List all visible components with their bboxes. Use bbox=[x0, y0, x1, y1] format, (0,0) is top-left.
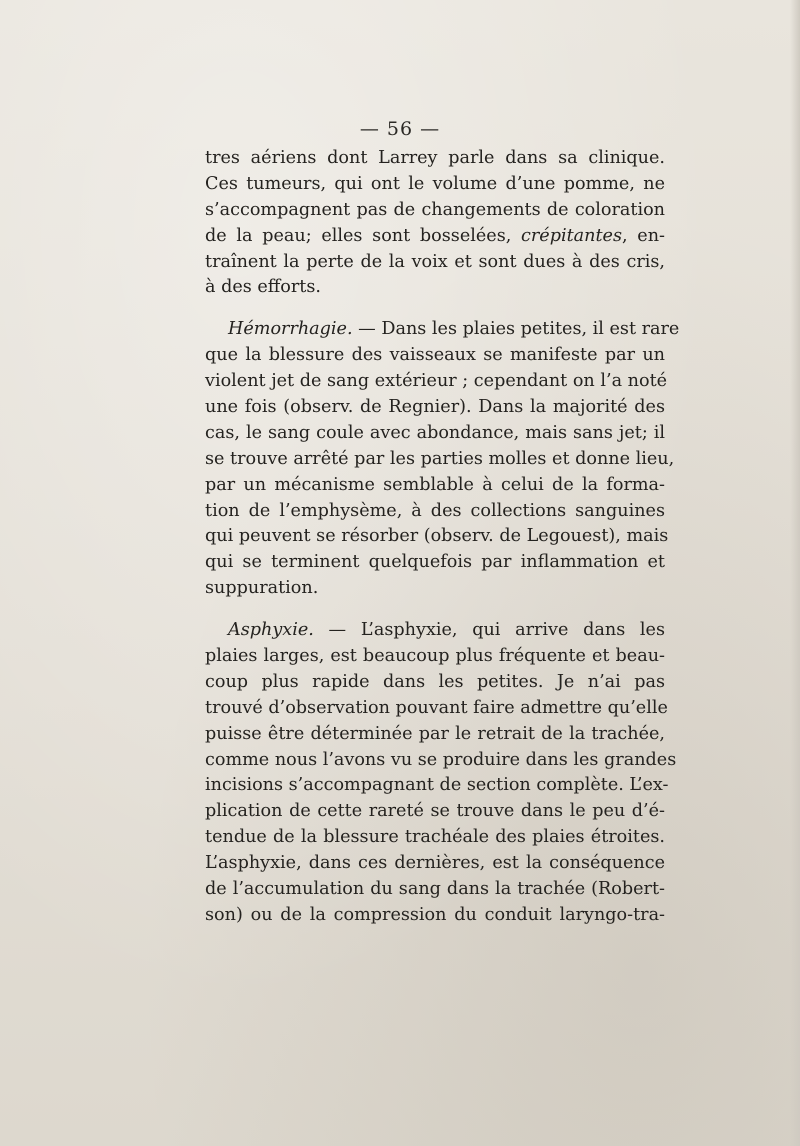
text-line: incisions s’accompagnant de section complète. L’ex- bbox=[205, 775, 669, 796]
body-text bbox=[205, 146, 680, 929]
text-line: qui se terminent quelquefois par inflammation et bbox=[205, 552, 665, 573]
page-edge bbox=[790, 0, 800, 1146]
text-line-start: — L’asphyxie, qui arrive dans les bbox=[313, 620, 665, 641]
text-line: son) ou de la compression du conduit laryngo-tra- bbox=[205, 904, 665, 925]
text-line: plication de cette rareté se trouve dans le peu d’é- bbox=[205, 801, 665, 822]
section-heading-hemorrhagie: Hémorrhagie. bbox=[228, 319, 353, 340]
text-line: s’accompagnent pas de changements de coloration bbox=[205, 199, 665, 220]
text-line: comme nous l’avons vu se produire dans les grandes bbox=[205, 749, 677, 770]
text-line: puisse être déterminée par le retrait de la trachée, bbox=[205, 723, 665, 744]
section-heading-asphyxie: Asphyxie. bbox=[228, 620, 314, 641]
text-line: coup plus rapide dans les petites. Je n’ai pas bbox=[205, 671, 665, 692]
text-line: tendue de la blessure trachéale des plaies étroites. bbox=[205, 827, 665, 848]
text-line-start: — Dans les plaies petites, il est rare bbox=[352, 319, 680, 340]
text-line: traînent la perte de la voix et sont dues à des cris, bbox=[205, 251, 665, 272]
text-line: par un mécanisme semblable à celui de la forma- bbox=[205, 474, 665, 495]
text-line: violent jet de sang extérieur ; cependant on l’a noté bbox=[205, 371, 668, 392]
italic-term: crépitantes bbox=[521, 225, 622, 246]
text-line: trouvé d’observation pouvant faire admettre qu’elle bbox=[205, 697, 668, 718]
paragraph-first-line bbox=[205, 618, 665, 644]
text-line: qui peuvent se résorber (observ. de Legouest), mais bbox=[205, 526, 669, 547]
page-number: — 56 — bbox=[359, 118, 441, 140]
text-line: de l’accumulation du sang dans la trachée (Robert- bbox=[205, 879, 665, 900]
text-line: à des efforts. bbox=[205, 277, 321, 298]
text-line: tion de l’emphysème, à des collections sanguines bbox=[205, 500, 665, 521]
paragraph-first-line bbox=[205, 317, 680, 343]
text-line: tres aériens dont Larrey parle dans sa clinique. bbox=[205, 148, 665, 168]
text-line: suppuration. bbox=[205, 578, 319, 599]
text-line: de la peau; elles sont bosselées, crépitantes, en- bbox=[205, 225, 665, 246]
text-line: que la blessure des vaisseaux se manifeste par un bbox=[205, 345, 665, 366]
text-line: plaies larges, est beaucoup plus fréquente et beau- bbox=[205, 646, 665, 667]
text-line: se trouve arrêté par les parties molles et donne lieu, bbox=[205, 448, 675, 469]
text-line: L’asphyxie, dans ces dernières, est la conséquence bbox=[205, 853, 665, 874]
text-line: une fois (observ. de Regnier). Dans la majorité des bbox=[205, 397, 665, 418]
text-line: Ces tumeurs, qui ont le volume d’une pomme, ne bbox=[205, 173, 665, 194]
text-line: cas, le sang coule avec abondance, mais sans jet; il bbox=[205, 422, 665, 443]
